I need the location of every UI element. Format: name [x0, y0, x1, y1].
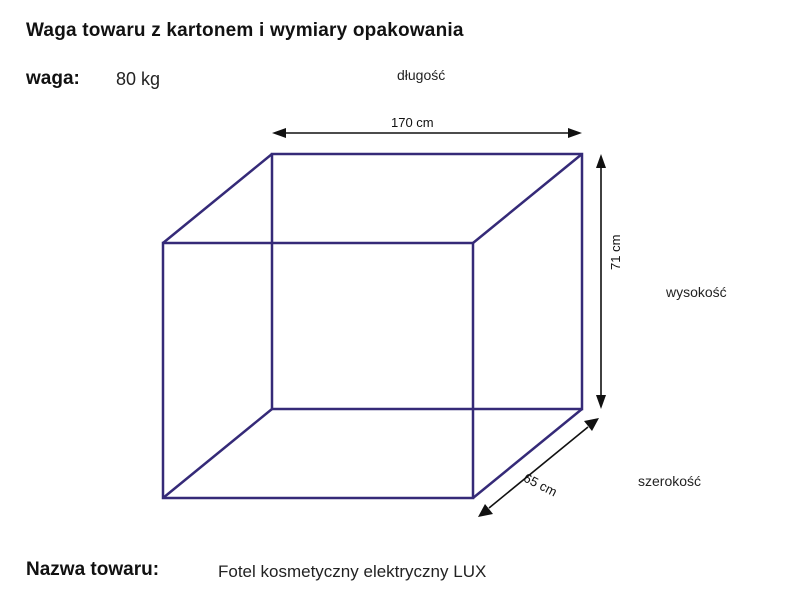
box-edge-top-left [163, 154, 272, 243]
page-title: Waga towaru z kartonem i wymiary opakowania [26, 20, 464, 41]
arrow-length-right [568, 128, 582, 138]
product-name-label: Nazwa towaru: [26, 559, 160, 580]
arrow-height-top [596, 154, 606, 168]
dimension-lines [272, 128, 606, 517]
weight-value: 80 kg [116, 69, 161, 89]
caption-length: długość [397, 67, 446, 83]
dimension-line-width [489, 427, 588, 508]
caption-width: szerokość [638, 473, 702, 489]
dimension-label-height: 71 cm [608, 234, 623, 270]
dimension-label-width: 65 cm [521, 470, 560, 500]
product-name-value: Fotel kosmetyczny elektryczny LUX [218, 562, 487, 581]
dimension-label-length: 170 cm [391, 115, 434, 130]
arrow-length-left [272, 128, 286, 138]
weight-label: waga: [26, 68, 80, 89]
arrow-height-bottom [596, 395, 606, 409]
box-edge-bottom-left [163, 409, 272, 498]
box-edge-top-right [473, 154, 582, 243]
box-wireframe [163, 154, 582, 498]
caption-height: wysokość [666, 284, 727, 300]
